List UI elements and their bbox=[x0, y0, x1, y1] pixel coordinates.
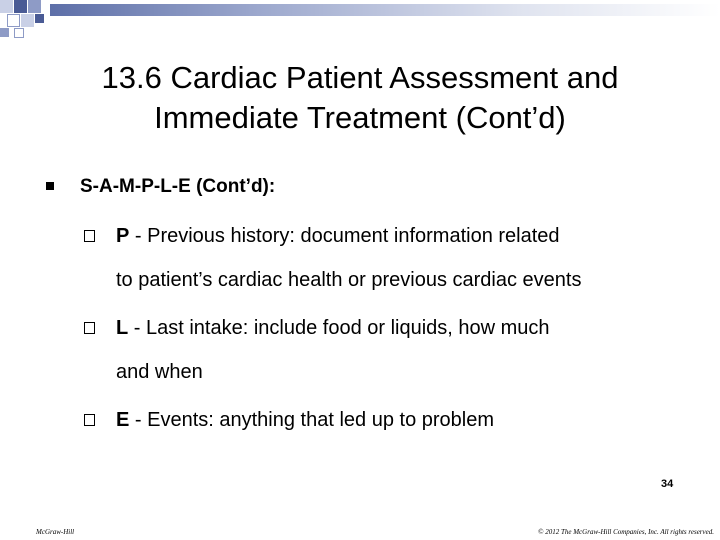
box-bullet-icon bbox=[84, 414, 95, 426]
slide-title-line-1: 13.6 Cardiac Patient Assessment and bbox=[101, 60, 619, 95]
list-item-letter: P bbox=[116, 225, 130, 247]
box-bullet-icon bbox=[84, 322, 95, 334]
list-item-text: - Last intake: include food or liquids, how much bbox=[128, 317, 550, 339]
decorative-square bbox=[21, 14, 34, 27]
list-item-text-continued: and when bbox=[116, 361, 203, 383]
decorative-square bbox=[28, 0, 41, 13]
list-item-last-intake bbox=[116, 306, 696, 394]
decorative-square bbox=[35, 14, 44, 23]
box-bullet-icon bbox=[84, 230, 95, 242]
list-item-letter: E bbox=[116, 409, 130, 431]
decorative-square bbox=[14, 0, 27, 13]
list-item-events bbox=[116, 398, 696, 442]
header-gradient-bar bbox=[50, 4, 720, 16]
publisher-label: McGraw-Hill bbox=[36, 528, 75, 536]
slide-title bbox=[40, 58, 680, 138]
bullet-heading: S-A-M-P-L-E (Cont’d): bbox=[80, 176, 276, 197]
square-bullet-icon bbox=[46, 182, 54, 190]
decorative-square bbox=[0, 0, 13, 13]
decorative-square bbox=[14, 28, 24, 38]
list-item-text-continued: to patient’s cardiac health or previous cardiac events bbox=[116, 269, 582, 291]
list-item-letter: L bbox=[116, 317, 129, 339]
decorative-square bbox=[7, 14, 20, 27]
slide-title-line-2: Immediate Treatment (Cont’d) bbox=[154, 100, 566, 135]
copyright-notice: © 2012 The McGraw-Hill Companies, Inc. All rights reserved. bbox=[538, 528, 714, 536]
list-item-text: - Previous history: document information related bbox=[129, 225, 560, 247]
list-item-previous-history bbox=[116, 214, 696, 302]
decorative-square bbox=[0, 28, 9, 37]
page-number: 34 bbox=[661, 478, 674, 490]
list-item-text: - Events: anything that led up to problem bbox=[129, 409, 495, 431]
decorative-header-band bbox=[0, 0, 720, 40]
